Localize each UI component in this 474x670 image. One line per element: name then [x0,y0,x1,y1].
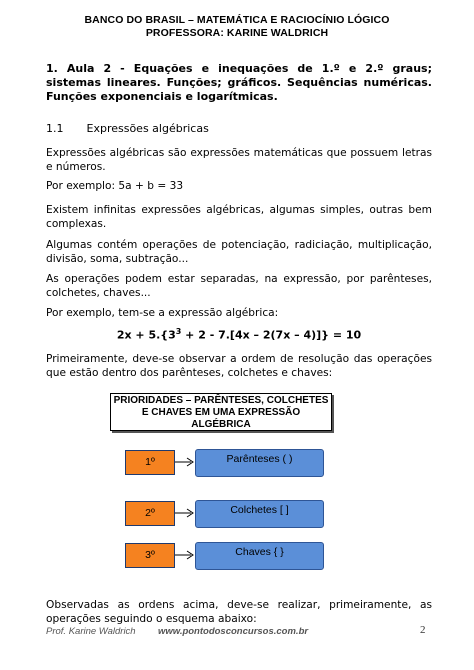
page-number: 2 [420,624,426,636]
lesson-title: 1. Aula 2 - Equações e inequações de 1.º e 2.º graus; sistemas lineares. Funções; gráficos. Sequências numéricas. Funções exponenciais e logarítmicas. [46,62,432,103]
paragraph-4: Algumas contém operações de potenciação, radiciação, multiplicação, divisão, soma, subtração... [46,239,432,265]
paragraph-3: Existem infinitas expressões algébricas, algumas simples, outras bem complexas. [46,204,432,230]
priorities-title-box: PRIORIDADES – PARÊNTESES, COLCHETES E CHAVES EM UMA EXPRESSÃO ALGÉBRICA [110,393,332,431]
footer-author: Prof. Karine Waldrich [46,626,136,637]
paragraph-1: Expressões algébricas são expressões matemáticas que possuem letras e números. [46,147,432,173]
parentheses-box: Parênteses ( ) [195,449,324,477]
paragraph-2: Por exemplo: 5a + b = 33 [46,180,184,192]
paragraph-8: Observadas as ordens acima, deve-se realizar, primeiramente, as operações seguindo o esquema abaixo: [46,599,432,625]
brackets-box: Colchetes [ ] [195,500,324,528]
section-number: 1.1 [46,122,64,135]
formula-part-2: + 2 - 7.[4x – 2(7x – 4)]} = 10 [181,328,362,342]
paragraph-5: As operações podem estar separadas, na expressão, por parênteses, colchetes, chaves... [46,273,432,299]
arrow-icon [175,508,195,518]
section-title: Expressões algébricas [86,122,209,135]
braces-box: Chaves { } [195,542,324,570]
paragraph-6: Por exemplo, tem-se a expressão algébrica: [46,307,279,319]
paragraph-7: Primeiramente, deve-se observar a ordem de resolução das operações que estão dentro dos parênteses, colchetes e chaves: [46,353,432,379]
footer-site-link[interactable]: www.pontodosconcursos.com.br [158,626,309,637]
order-box-1: 1º [125,450,175,475]
formula-exponent: 3 [175,327,182,336]
algebraic-formula [46,327,432,342]
header-line-2: PROFESSORA: KARINE WALDRICH [145,27,329,39]
section-heading [46,122,209,135]
arrow-icon [175,550,195,560]
arrow-icon [175,457,195,467]
order-box-3: 3º [125,543,175,568]
order-box-2: 2º [125,501,175,526]
header-line-1: BANCO DO BRASIL – MATEMÁTICA E RACIOCÍNIO LÓGICO [84,14,390,26]
formula-part-1: 2x + 5.{3 [116,328,176,342]
